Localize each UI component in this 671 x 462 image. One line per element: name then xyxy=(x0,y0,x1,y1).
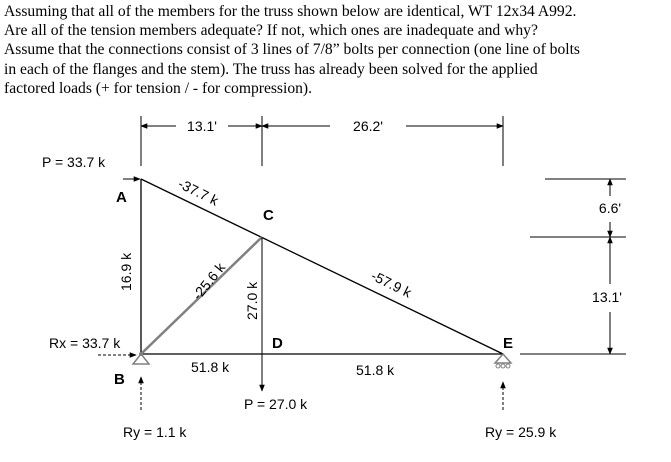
reaction-Ry-B: Ry = 1.1 k xyxy=(123,424,187,440)
support-E xyxy=(495,354,511,368)
truss-members xyxy=(141,179,503,354)
member-ACE xyxy=(141,179,503,354)
member-force-BD: 51.8 k xyxy=(191,359,230,375)
reaction-Rx: Rx = 33.7 k xyxy=(49,335,121,351)
reaction-Ry-E: Ry = 25.9 k xyxy=(485,424,557,440)
member-force-CD: 27.0 k xyxy=(244,281,260,320)
problem-line: in each of the flanges and the stem). The truss has already been solved for the applied xyxy=(4,60,538,78)
dim-right-upper: 6.6' xyxy=(598,200,622,216)
load-P-D: P = 27.0 k xyxy=(244,396,308,412)
member-force-DE: 51.8 k xyxy=(356,362,395,378)
problem-line: Are all of the tension members adequate? If not, which ones are inadequate and why? xyxy=(4,22,538,40)
member-force-BC: -25.6 k xyxy=(188,259,229,303)
top-dimension xyxy=(141,116,503,166)
right-dimension xyxy=(520,179,626,354)
dim-top-left: 13.1' xyxy=(187,118,217,134)
member-force-AB: 16.9 k xyxy=(118,252,134,291)
dim-top-right: 26.2' xyxy=(353,118,383,134)
problem-line: Assume that the connections consist of 3 lines of 7/8” bolts per connection (one line of bolts xyxy=(4,41,580,59)
load-P-A: P = 33.7 k xyxy=(42,154,106,170)
node-C: C xyxy=(263,207,274,224)
node-A: A xyxy=(116,189,127,206)
load-arrows xyxy=(98,179,503,410)
node-B: B xyxy=(114,371,125,388)
dim-right-lower: 13.1' xyxy=(592,289,622,305)
problem-line: Assuming that all of the members for the truss shown below are identical, WT 12x34 A992. xyxy=(4,3,577,20)
node-E: E xyxy=(503,335,514,352)
problem-line: factored loads (+ for tension / - for compression). xyxy=(4,79,313,97)
node-D: D xyxy=(272,335,283,352)
member-force-AC: -37.7 k xyxy=(175,175,222,209)
member-force-CE: -57.9 k xyxy=(368,267,415,301)
